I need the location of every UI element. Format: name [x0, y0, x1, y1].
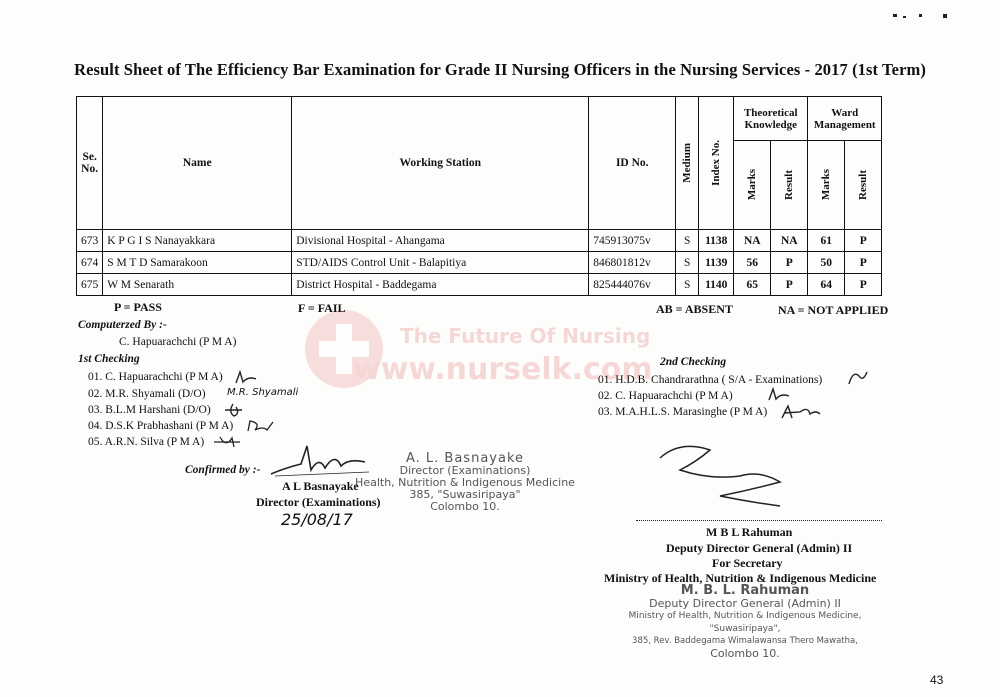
- ddg-position: Deputy Director General (Admin) II: [666, 541, 853, 555]
- ddg-stamp: M. B. L. Rahuman Deputy Director General (Admin) II Ministry of Health, Nutrition & Indigenous Medicine, "Suwasiripaya", 385, Rev. Baddegama Wimalawansa Thero Mawatha, Colombo 10.: [628, 583, 862, 660]
- signature-initial-1: [232, 370, 262, 386]
- signature-initial-2: M.R. Shyamali: [227, 387, 299, 398]
- watermark-line2: www.nurselk.com: [353, 352, 653, 387]
- results-table: [76, 96, 882, 296]
- page-number: 43: [930, 673, 944, 687]
- director-stamp: A. L. Basnayake Director (Examinations) Health, Nutrition & Indigenous Medicine 385, "Suwasiripaya" Colombo 10.: [355, 451, 575, 513]
- col-theory: Theoretical Knowledge: [734, 97, 808, 141]
- second-checking-signature-3: [778, 402, 826, 422]
- computerized-label: Computerzed By :-: [78, 319, 167, 331]
- col-theory-result: Result: [771, 141, 808, 230]
- second-checking-item: 03. M.A.H.L.S. Marasinghe (P M A): [598, 406, 768, 418]
- col-ward-result: Result: [845, 141, 882, 230]
- legend-absent: AB = ABSENT: [656, 302, 733, 316]
- confirmed-date: 25/08/17: [281, 510, 353, 529]
- second-checking-label: 2nd Checking: [660, 356, 727, 368]
- legend-na: NA = NOT APPLIED: [778, 303, 889, 317]
- second-checking-signature-2: [765, 387, 795, 403]
- director-position: Director (Examinations): [256, 495, 381, 509]
- scan-specks: [893, 14, 953, 20]
- col-id: ID No.: [589, 97, 676, 230]
- signature-initial-3: [222, 402, 250, 418]
- col-index: Index No.: [699, 97, 734, 230]
- first-checking-item: 01. C. Hapuarachchi (P M A): [88, 371, 223, 383]
- ddg-ministry: Ministry of Health, Nutrition & Indigenous Medicine: [604, 571, 877, 585]
- page-title: Result Sheet of The Efficiency Bar Examination for Grade II Nursing Officers in the Nursing Services - 2017 (1st Term): [74, 60, 926, 79]
- director-name: A L Basnayake: [282, 479, 359, 493]
- col-ward: Ward Management: [808, 97, 882, 141]
- col-theory-marks: Marks: [734, 141, 771, 230]
- col-name: Name: [103, 97, 292, 230]
- col-ward-marks: Marks: [808, 141, 845, 230]
- legend-pass: P = PASS: [114, 300, 162, 314]
- ddg-dotted-line: [636, 520, 882, 521]
- ddg-name: M B L Rahuman: [706, 525, 793, 539]
- watermark-line1: The Future Of Nursing: [400, 324, 651, 348]
- first-checking-item: 05. A.R.N. Silva (P M A): [88, 436, 205, 448]
- confirmed-label: Confirmed by :-: [185, 464, 261, 476]
- first-checking-item: 03. B.L.M Harshani (D/O): [88, 404, 211, 416]
- col-medium: Medium: [676, 97, 699, 230]
- first-checking-label: 1st Checking: [78, 353, 140, 365]
- first-checking-item: 02. M.R. Shyamali (D/O): [88, 388, 206, 400]
- second-checking-item: 01. H.D.B. Chandrarathna ( S/A - Examinations): [598, 374, 823, 386]
- first-checking-item: 04. D.S.K Prabhashani (P M A): [88, 420, 234, 432]
- ddg-for: For Secretary: [712, 556, 783, 570]
- col-se-no: Se. No.: [77, 97, 103, 230]
- second-checking-signature-1: [845, 368, 871, 388]
- computerized-name: C. Hapuarachchi (P M A): [119, 336, 237, 348]
- table-row: 674 S M T D Samarakoon STD/AIDS Control Unit - Balapitiya 846801812v S 1139 56 P 50 P: [77, 252, 882, 274]
- col-station: Working Station: [292, 97, 589, 230]
- second-checking-item: 02. C. Hapuarachchi (P M A): [598, 390, 733, 402]
- signature-initial-5: [212, 434, 242, 450]
- table-row: 675 W M Senarath District Hospital - Baddegama 825444076v S 1140 65 P 64 P: [77, 274, 882, 296]
- table-row: 673 K P G I S Nanayakkara Divisional Hospital - Ahangama 745913075v S 1138 NA NA 61 P: [77, 230, 882, 252]
- ddg-signature: [650, 440, 790, 520]
- legend-fail: F = FAIL: [298, 301, 346, 315]
- signature-initial-4: [245, 418, 277, 434]
